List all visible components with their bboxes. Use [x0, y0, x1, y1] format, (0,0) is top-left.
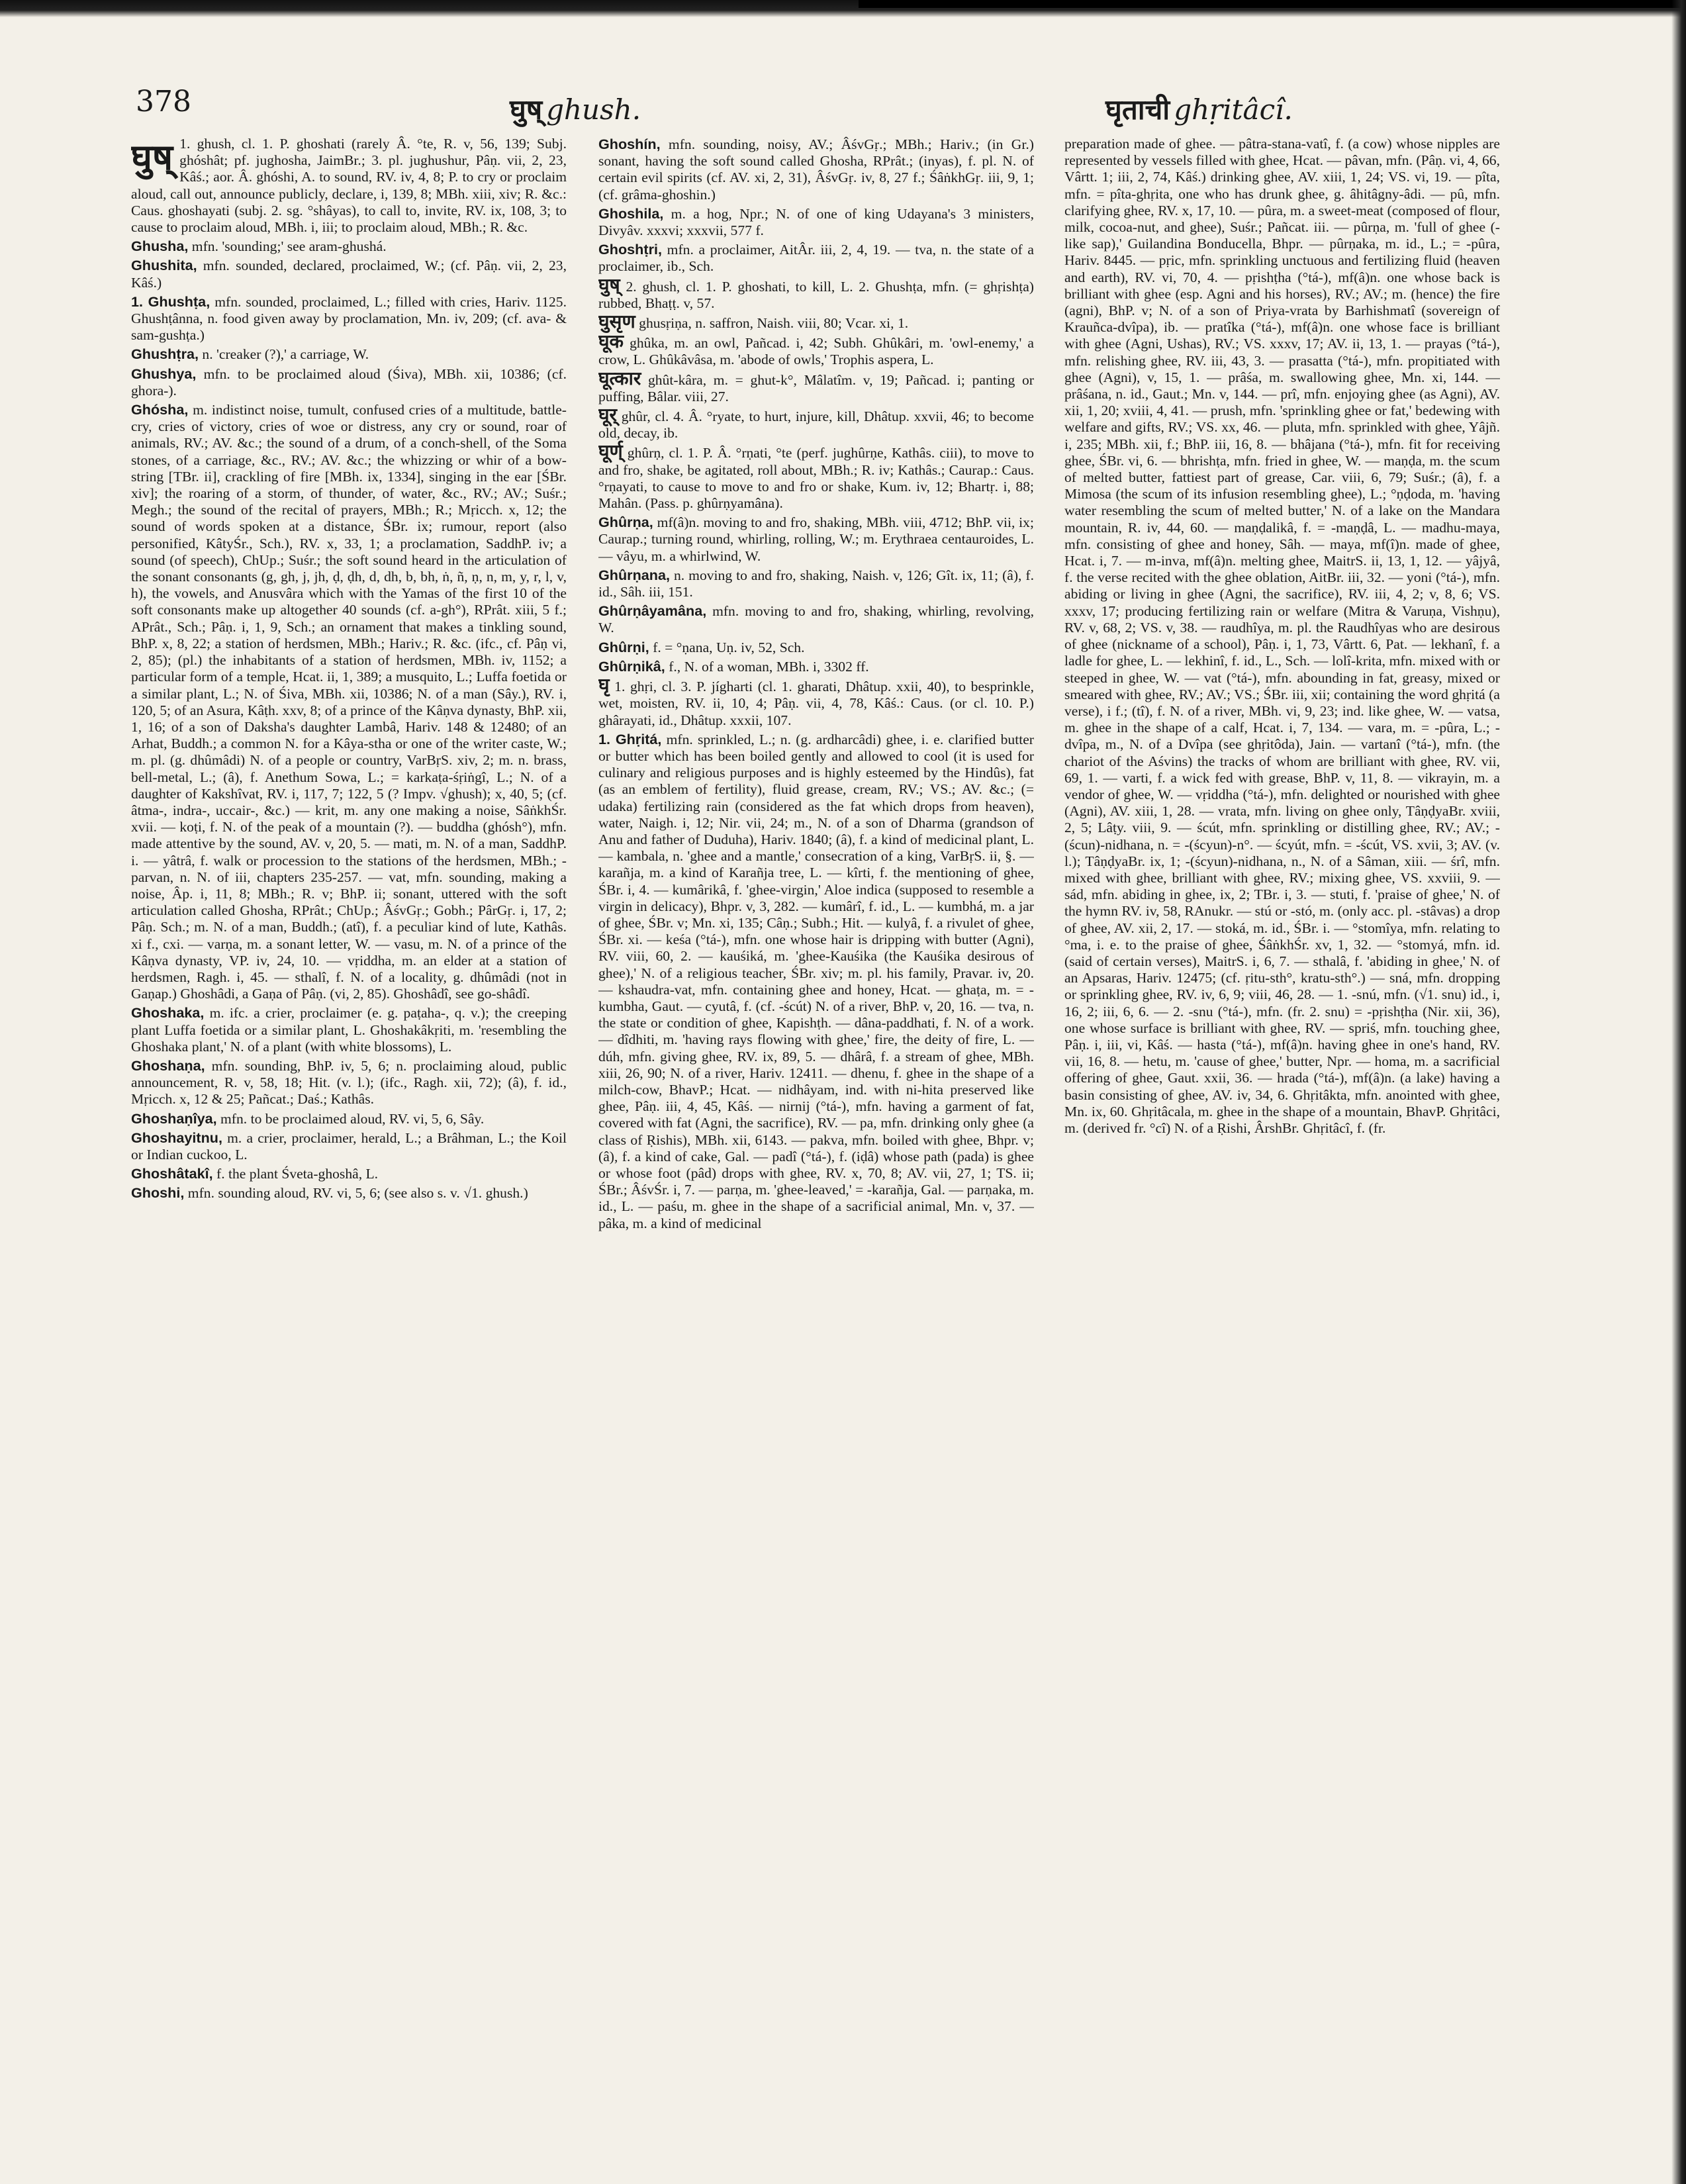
entry-headword: Ghûrṇi, [598, 638, 649, 655]
entry-definition: 1. ghṛi, cl. 3. P. jígharti (cl. 1. gharati, Dhâtup. xxii, 40), to besprinkle, wet, moisten, RV. ii, 10, 4; Pâṇ. vii, 4, 78, Kâś.: Caus. (or cl. 10. P.) ghârayati, id., Dhâtup. xxxii, 107. [598, 679, 1034, 728]
dictionary-column-2 [598, 136, 1034, 2161]
dictionary-entry [131, 365, 567, 399]
entry-headword: Ghusha, [131, 238, 189, 255]
entry-headword: Ghoshaṇa, [131, 1057, 205, 1074]
entry-devanagari-root: घूर्ण् [598, 442, 623, 463]
entry-definition: ghusṛiṇa, n. saffron, Naish. viii, 80; Vcar. xi, 1. [639, 315, 909, 332]
entry-definition: m. ifc. a crier, proclaimer (e. g. paṭaha-, q. v.); the creeping plant Luffa foetida or a similar plant, L. Ghoshakâkṛiti, m. 'resembling the Ghoshaka plant,' N. of a plant (with white blossoms), L. [131, 1005, 567, 1055]
entry-headword: Ghushita, [131, 257, 197, 274]
dictionary-entry [598, 136, 1034, 203]
entry-headword: Ghûrṇikâ, [598, 657, 665, 675]
entry-headword: Ghósha, [131, 401, 189, 418]
dictionary-entry [598, 277, 1034, 312]
dictionary-entry [598, 514, 1034, 565]
entry-definition: m. a crier, proclaimer, herald, L.; a Brâhman, L.; the Koil or Indian cuckoo, L. [131, 1129, 567, 1163]
dictionary-entry [598, 639, 1034, 656]
entry-definition: mfn. sounded, proclaimed, L.; filled with cries, Hariv. 1125. Ghushṭânna, n. food given away by proclamation, Mn. iv, 209; (cf. ava- & sam-gushṭa.) [131, 293, 567, 344]
entry-headword: Ghûrṇâyamâna, [598, 602, 707, 620]
entry-definition: preparation made of ghee. — pâtra-stana-vatî, f. (a cow) whose nipples are represented by vessels filled with ghee, Hcat. — pâvan, mfn. (Pâṇ. vi, 4, 66, Vârtt. 1; iii, 2, 74, Kâś.) drinking ghee, AV. xiii, 1, 24; VS. vi, 19. — pîta, mfn. = pîta-ghṛita, one who has drunk ghee, g. âhitâgny-âdi. — pû, mfn. clarifying ghee, RV. x, 17, 10. — pûra, m. a sweet-meat (composed of flour, milk, cocoa-nut, and ghee), Suśr.; Pañcat. iii. — pûrṇa, m. 'full of ghee (-like sap),' Guilandina Bonducella, Bhpr. — pûrṇaka, m. id., L.; = -pûra, Hariv. 8445. — pṛic, mfn. sprinkling unctuous and fertilizing fluid (heaven and earth), RV. vi, 70, 4. — pṛishṭha (°tá-), mf(â)n. one whose back is brilliant with ghee (esp. Agni and his horses), RV.; AV.; m. (hence) the fire (agni), BhP. v; N. of a son of Priya-vrata by Barhishmatî (sovereign of Krauñca-dvîpa), ib. — pratîka (°tá-), mf(â)n. one whose face is brilliant with ghee (Agni, Ushas), RV.; VS. xxxv, 17; AV. ii, 13, 1. — prayas (°tá-), mfn. relishing ghee, RV. iii, 43, 3. — prasatta (°tá-), mfn. propitiated with ghee (Agni), v, 15, 1. — prâśa, m. swallowing ghee, Mn. xi, 144. — prâśana, n. id., Gaut.; Mn. v, 144. — prî, mfn. enjoying ghee (as Agni), AV. xii, 1, 20; xviii, 4, 41. — prush, mfn. 'sprinkling ghee or fat,' bedewing with welfare and gifts, RV.; VS. xx, 46. — pluta, mfn. sprinkled with ghee, Yâjñ. i, 235; MBh. xii, f.; BhP. iii, 16, 8. — bhâjana (°tá-), mfn. fit for receiving ghee, ŚBr. vi, 6. — bhrishṭa, mfn. fried in ghee, W. — maṇḍa, m. the scum of melted butter, fattiest part of grease, Car. viii, 6, 79; Suśr.; (â), f. a Mimosa (the scum of its infusion resembling ghee), L.; °ṇḍoda, m. 'having water resembling the scum of melted butter,' N. of a lake on the Mandara mountain, R. iv, 44, 60. — maṇḍalikâ, f. = -maṇḍâ, L. — madhu-maya, mfn. consisting of ghee and honey, Sâh. — maya, mf(î)n. made of ghee, Hcat. i, 7. — m-inva, mf(â)n. melting ghee, MaitrS. ii, 13, 1, 12. — yâjyâ, f. the verse recited with the ghee oblation, AitBr. iii, 32. — yoni (°tá-), mfn. abiding or living in ghee (Agni, the sacrifice), RV. iii, 4, 2; v, 8, 6; VS. xxxv, 17; producing fertilizing rain or welfare (Mitra & Varuṇa, Vishṇu), RV. v, 68, 2; VS. v, 38. — raudhîya, m. pl. the Raudhîyas who are desirous of ghee (nickname of a school), Pâṇ. i, 1, 73, Vârtt. 6, Pat. — lekhanî, f. a ladle for ghee, L. — lekhinî, f. id., L., Sch. — lolî-krita, mfn. mixed with or steeped in ghee, W. — vat (°tá-), mfn. abounding in fat, greasy, mixed or smeared with ghee, RV.; AV.; VS.; ŚBr. iii, xii; containing the word ghṛitá (a verse), i f.; (tî), f. N. of a river, MBh. vi, 9, 23; ind. like ghee, W. — vatsa, m. ghee in the shape of a calf, Hcat. i, 7, 134. — vara, m. = -pûra, L.; -dvîpa, m., N. of a Dvîpa (see ghṛitôda), Jain. — vartanî (°tá-), mfn. (the chariot of the Aśvins) the tracks of whom are brilliant with ghee, RV. vii, 69, 1. — varti, f. a wick fed with grease, BhP. v, 11, 8. — vikrayin, m. a vendor of ghee, W. — vṛiddha (°tá-), mfn. delighted or nourished with ghee (Agni), AV. xiii, 1, 28. — vrata, mfn. living on ghee only, TâṇḍyaBr. xviii, 2, 5; Lâṭy. viii, 9. — ścút, mfn. sprinkling or distilling ghee, RV.; AV.; -(ścun)-nidhana, n. = -(ścyun)-n°. — ścyút, mfn. = -ścút, VS. xvii, 3; AV. (v. l.); TâṇḍyaBr. ix, 1; -(ścyun)-nidhana, n., N. of a Sâman, xiii. — śrî, mfn. mixed with ghee, brilliant with ghee, RV.; mixing ghee, VS. xxviii, 9. — sád, mfn. abiding in ghee, ix, 2; TBr. i, 3. — stuti, f. 'praise of ghee,' N. of the hymn RV. iv, 58, RAnukr. — stú or -stó, m. (only acc. pl. -stâvas) a drop of ghee, AV. xii, 2, 17. — stoká, m. id., ŚBr. i. — °stomîya, mfn. relating to °ma, i. e. to the praise of ghee, ŚâṅkhŚr. xv, 1, 32. — °stomyá, mfn. id. (said of certain verses), MaitrS. i, 6, 7. — sthalâ, f. 'abiding in ghee,' N. of an Apsaras, Hariv. 12475; (cf. ṛitu-sth°, kratu-sth°.) — sná, mfn. dropping or sprinkling ghee, RV. iv, 6, 9; viii, 46, 28. — 1. -snú, mfn. (√1. snu) id., i, 16, 2; iii, 6, 6. — 2. -snu (°tá-), mfn. (fr. 2. snu) = -pṛishṭha (Nir. xii, 36), one whose surface is brilliant with ghee, RV. — spriś, mfn. touching ghee, Pâṇ. i, iii, vi, Kâś. — hasta (°tá-), mf(â)n. having ghee in one's hand, RV. vii, 16, 8. — hetu, m. 'cause of ghee,' butter, Npr. — homa, m. a sacrificial offering of ghee, Gaut. xxii, 36. — hrada (°tá-), mf(â)n. (a lake) having a basin consisting of ghee, AV. iv, 34, 6. Ghṛitâkta, mfn. anointed with ghee, Mn. ix, 60. Ghṛitâcala, m. ghee in the shape of a mountain, BhavP. Ghṛitâci, m. (derived fr. °cî) N. of a Ṛishi, ÂrshBr. Ghṛitâcî, f. (fr. [1064, 136, 1500, 1136]
entry-definition: ghûka, m. an owl, Pañcad. i, 42; Subh. Ghûkâri, m. 'owl-enemy,' a crow, L. Ghûkâvâsa, m. 'abode of owls,' Trophis aspera, L. [598, 335, 1034, 368]
dictionary-entry [598, 444, 1034, 512]
dictionary-entry [598, 334, 1034, 368]
entry-definition: f., N. of a woman, MBh. i, 3302 ff. [669, 658, 869, 675]
dictionary-entry [131, 1129, 567, 1163]
entry-definition: mfn. a proclaimer, AitÂr. iii, 2, 4, 19. — tva, n. the state of a proclaimer, ib., Sch. [598, 242, 1034, 275]
dictionary-entry [131, 346, 567, 363]
dictionary-entry [598, 567, 1034, 600]
entry-headword: Ghoshâtakî, [131, 1165, 213, 1182]
entry-headword: Ghoshaka, [131, 1004, 205, 1021]
running-head-right [1105, 90, 1293, 128]
dictionary-entry [131, 293, 567, 344]
entry-headword: Ghoshaṇîya, [131, 1110, 217, 1127]
dictionary-column-1 [131, 136, 567, 2161]
entry-definition: mfn. sounded, declared, proclaimed, W.; (cf. Pâṇ. vii, 2, 23, Kâś.) [131, 258, 567, 291]
dictionary-entry [131, 1057, 567, 1108]
entry-definition: f. = °ṇana, Uṇ. iv, 52, Sch. [653, 639, 805, 655]
running-head-right-devanagari: घृताची [1105, 93, 1170, 126]
entry-devanagari-root: घूर् [598, 405, 618, 426]
entry-headword: Ghûrṇa, [598, 514, 653, 531]
entry-definition: m. a hog, Npr.; N. of one of king Udayana's 3 ministers, Divyâv. xxxvi; xxxvii, 577 f. [598, 205, 1034, 239]
entry-headword: Ghoshín, [598, 136, 661, 152]
entry-definition: mfn. sprinkled, L.; n. (g. ardharcâdi) ghee, i. e. clarified butter or butter which has been boiled gently and allowed to cool (it is used for culinary and religious purposes and is highly esteemed by the Hindûs), fat (as an emblem of fertility), fluid grease, cream, RV.; VS.; AV. &c.; (= udaka) fertilizing rain (considered as the fat which drops from heaven), water, Naigh. i, 12; Nir. vii, 24; m., N. of a son of Dharma (grandson of Anu and father of Duduha), Hariv. 1840; (â), f. a kind of medicinal plant, L. — kambala, n. 'ghee and a mantle,' consecration of a king, VarBṛS. ii, §. — karañja, m. a kind of Karañja tree, L. — kîrti, f. the mentioning of ghee, ŚBr. i, 4. — kumârikâ, f. 'ghee-virgin,' Aloe indica (supposed to resemble a virgin in delicacy), Bhpr. v, 3, 282. — kumârî, f. id., L. — kumbhá, m. a jar of ghee, ŚBr. v; Mn. xi, 135; Câṇ.; Subh.; Hit. — kulyâ, f. a rivulet of ghee, ŚBr. xi. — keśa (°tá-), mfn. one whose hair is dripping with butter (Agni), RV. viii, 60, 2. — kauśiká, m. 'ghee-Kauśika (the Kauśika desirous of ghee),' N. of a religious teacher, ŚBr. xiv; m. pl. his family, Pravar. iv, 20. — kshaudra-vat, mfn. containing ghee and honey, Hcat. — ghaṭa, m. = -kumbha, Gaut. — cyutâ, f. (cf. -ścút) N. of a river, BhP. v, 20, 16. — tva, n. the state or condition of ghee, Kapishṭh. — dâna-paddhati, f. N. of a work. — dîdhiti, m. 'having rays flowing with ghee,' fire, the deity of fire, L. — dúh, mfn. giving ghee, RV. ix, 89, 5. — dhârâ, f. a stream of ghee, MBh. xiii, 26, 90; N. of a river, Hariv. 12411. — dhenu, f. ghee in the shape of a milch-cow, BhavP.; Hcat. — nidhâyam, ind. with ni-hita preserved like ghee, Pâṇ. iii, 4, 45, Kâś. — nirnij (°tá-), mfn. having a garment of fat, covered with fat (Agni, the sacrifice), RV. — pa, mfn. drinking only ghee (a class of Ṛishis), MBh. xii, 6143. — pakva, mfn. boiled with ghee, Bhpr. v; (â), f. a kind of cake, Gal. — padî (°tá-), f. (iḍâ) whose path (pada) is ghee or whose foot (pâd) drops with ghee, RV. x, 70, 8; AV. vii, 27, 1; TS. ii; ŚBr.; ÂśvŚr. i, 7. — parṇa, m. 'ghee-leaved,' = -karañja, Gal. — parṇaka, m. id., L. — paśu, m. ghee in the shape of a sacrificial animal, Mn. v, 37. — pâka, m. a kind of medicinal [598, 731, 1034, 1231]
running-head-left-roman: ghush. [546, 93, 641, 126]
entry-headword: 1. Ghushṭa, [131, 293, 211, 310]
dictionary-entry [131, 136, 567, 236]
entry-devanagari-root: घुष् [131, 138, 173, 177]
dictionary-entry [131, 257, 567, 291]
page-header [0, 85, 1686, 131]
entry-definition: mfn. 'sounding;' see aram-ghushá. [191, 238, 387, 255]
dictionary-entry [131, 401, 567, 1002]
entry-definition: mfn. sounding aloud, RV. vi, 5, 6; (see also s. v. √1. ghush.) [187, 1185, 528, 1202]
entry-definition: n. 'creaker (?),' a carriage, W. [202, 346, 369, 363]
dictionary-entry [131, 238, 567, 255]
dictionary-entry [598, 731, 1034, 1232]
entry-definition: m. indistinct noise, tumult, confused cries of a multitude, battle-cry, cries of victory, cries of woe or distress, any cry or sound, roar of animals, RV.; AV. &c.; the sound of a drum, of a conch-shell, of the Soma stones, of a carriage, &c., RV.; AV. &c.; the whizzing or whir of a bow-string [TBr. ii], crackling of fire [MBh. ix, 1334], singing in the ear [ŚBr. xiv]; the roaring of a storm, of thunder, of water, &c., RV.; AV.; Suśr.; Megh.; the sound of the recital of prayers, MBh.; R.; Mṛicch. x, 12; the sound of words spoken at a distance, ŚBr. ix; rumour, report (also personified, KâtyŚr., Sch.), RV. x, 33, 1; a proclamation, SaddhP. iv; a sound (of speech), ChUp.; Suśr.; the soft sound heard in the articulation of the sonant consonants (g, gh, j, jh, ḍ, ḍh, d, dh, b, bh, ṅ, ñ, ṇ, n, m, y, r, l, v, h), the vowels, and Anusvâra which with the Yamas of the first 10 of the soft consonants make up altogether 40 sounds (cf. a-gh°), RPrât. xiii, 5 f.; APrât., Sch.; Pâṇ. i, 1, 9, Sch.; an ornament that makes a tinkling sound, BhP. x, 8, 22; a station of herdsmen, MBh.; Hariv.; R. &c. (ifc., cf. Pâṇ vi, 2, 85); (pl.) the inhabitants of a station of herdsmen, MBh. iv, 1152; a particular form of a temple, Hcat. ii, 1, 389; a musquito, L.; Luffa foetida or a similar plant, L.; N. of Śiva, MBh. xii, 10386; N. of a man (Sây.), RV. i, 120, 5; of an Asura, Kâṭh. xxv, 8; of a prince of the Kâṇva dynasty, BhP. xii, 1, 16; of a son of Daksha's daughter Lambâ, Hariv. 148 & 12480; of an Arhat, Buddh.; a common N. for a Kâya-stha or one of the writer caste, W.; m. pl. (g. dhûmâdi) N. of a people or country, VarBṛS. xiv, 2; m. n. brass, bell-metal, L.; (â), f. Anethum Sowa, L.; = karkaṭa-śṛiṅgî, L.; N. of a daughter of Kakshîvat, RV. i, 117, 7; 122, 5 (? Impv. √ghush); x, 40, 5; (cf. âtma-, indra-, uccair-, &c.) — krit, m. any one making a noise, SâṅkhŚr. xvii. — koṭi, f. N. of the peak of a mountain (?). — buddha (ghósh°), mfn. made attentive by the sound, AV. v, 20, 5. — mati, m. N. of a man, SaddhP. i. — yâtrâ, f. walk or procession to the stations of the herdsmen, MBh.; -parvan, n. N. of iii, chapters 235-257. — vat, mfn. sounding, making a noise, Âp. i, 11, 8; MBh.; R. v; BhP. ii; sonant, uttered with the soft articulation called Ghosha, RPrât.; ChUp.; ÂśvGṛ.; Gobh.; PârGṛ. i, 17, 2; Pâṇ. Sch.; m. N. of a man, Buddh.; (atî), f. a peculiar kind of lute, Kathâs. xi f., cxi. — varṇa, m. a sonant letter, W. — vasu, m. N. of a prince of the Kâṇva dynasty, VP. iv, 24, 10. — vṛiddha, m. an elder at a station of herdsmen, Ragh. i, 45. — sthalî, f. N. of a locality, g. dhûmâdi (not in Gaṇap.) Ghoshâdi, a Gaṇa of Pâṇ. (vi, 2, 85). Ghoshâdî, see go-shâdî. [131, 402, 567, 1002]
dictionary-entry [598, 407, 1034, 442]
running-head-left-devanagari: घुष् [510, 93, 543, 126]
entry-devanagari-root: घूत्कार [598, 368, 641, 389]
dictionary-entry [131, 1110, 567, 1127]
dictionary-entry [131, 1165, 567, 1182]
scan-edge-top-right [859, 0, 1686, 8]
entry-devanagari-root: घुष् [598, 275, 620, 296]
dictionary-entry [598, 602, 1034, 636]
entry-definition: 1. ghush, cl. 1. P. ghoshati (rarely Â. °te, R. v, 56, 139; Subj. ghóshât; pf. jughosha, JaimBr.; 3. pl. jughushur, Pâṇ. vii, 2, 23, Kâś.; aor. Â. ghóshi, A. to sound, RV. iv, 4, 8; P. to cry or proclaim aloud, call out, announce publicly, declare, i, 139, 8; MBh. xiii, xiv; R. &c.: Caus. ghoshayati (subj. 2. sg. °shâyas), to call to, invite, RV. ix, 108, 3; to cause to proclaim aloud, MBh. i, iii; to proclaim aloud, MBh.; R. &c. [131, 136, 567, 236]
dictionary-entry [598, 658, 1034, 675]
entry-headword: Ghoshayitnu, [131, 1129, 222, 1146]
entry-definition: mfn. moving to and fro, shaking, whirling, revolving, W. [598, 603, 1034, 636]
entry-definition: ghûrṇ, cl. 1. P. Â. °rṇati, °te (perf. jughûrṇe, Kathâs. ciii), to move to and fro, shake, be agitated, roll about, MBh.; R. iv; Kathâs.; Caurap.: Caus. °rṇayati, to cause to move to and fro or shake, Kum. iv, 12; Bhartṛ. i, 88; Mahân. (Pass. p. ghûrṇyamâna). [598, 445, 1034, 512]
scan-edge-right [1671, 0, 1686, 2184]
entry-definition: 2. ghush, cl. 1. P. ghoshati, to kill, L. 2. Ghushṭa, mfn. (= ghṛishṭa) rubbed, Bhaṭṭ. v, 57. [598, 278, 1034, 311]
dictionary-entry [598, 368, 1034, 405]
entry-definition: mfn. to be proclaimed aloud (Śiva), MBh. xii, 10386; (cf. ghora-). [131, 365, 567, 399]
entry-definition: mfn. sounding, BhP. iv, 5, 6; n. proclaiming aloud, public announcement, R. v, 58, 18; Hit. (v. l.); (ifc., Ragh. xii, 72); (â), f. id., Mṛicch. x, 12 & 25; Pañcat.; Daś.; Kathâs. [131, 1057, 567, 1108]
page-number: 378 [136, 85, 191, 119]
dictionary-entry [598, 241, 1034, 275]
running-head-left [510, 90, 641, 128]
dictionary-entry [598, 205, 1034, 239]
entry-definition: f. the plant Śveta-ghoshâ, L. [216, 1166, 379, 1182]
entry-definition: mfn. sounding, noisy, AV.; ÂśvGṛ.; MBh.; Hariv.; (in Gr.) sonant, having the soft sound called Ghosha, RPrât.; (inyas), f. pl. N. of certain evil spirits (cf. AV. xi, 2, 31), ÂśvGṛ. iv, 8, 27 f.; ŚâṅkhGṛ. iii, 9, 1; (cf. grâma-ghoshin.) [598, 136, 1034, 203]
entry-definition: mfn. to be proclaimed aloud, RV. vi, 5, 6, Sây. [220, 1110, 485, 1127]
entry-headword: Ghushṭra, [131, 346, 199, 363]
entry-headword: Ghushya, [131, 365, 197, 382]
entry-headword: Ghoshila, [598, 205, 664, 222]
entry-devanagari-root: घृ [598, 675, 610, 696]
entry-headword: Ghûrṇana, [598, 566, 670, 583]
entry-devanagari-root: घूक [598, 332, 624, 353]
dictionary-entry [131, 1184, 567, 1202]
dictionary-entry [598, 677, 1034, 729]
entry-definition: ghûr, cl. 4. Â. °ryate, to hurt, injure, kill, Dhâtup. xxvii, 46; to become old, decay, ib. [598, 408, 1034, 442]
dictionary-column-3 [1064, 136, 1500, 2161]
entry-headword: 1. Ghṛitá, [598, 730, 662, 747]
dictionary-entry [1064, 136, 1500, 1137]
entry-definition: n. moving to and fro, shaking, Naish. v, 126; Gît. ix, 11; (â), f. id., Sâh. iii, 151. [598, 567, 1034, 600]
entry-headword: Ghoshṭri, [598, 241, 662, 258]
entry-definition: ghût-kâra, m. = ghut-k°, Mâlatîm. v, 19; Pañcad. i; panting or puffing, Bâlar. viii, 27. [598, 371, 1034, 404]
entry-headword: Ghoshi, [131, 1184, 185, 1202]
dictionary-entry [131, 1004, 567, 1055]
entry-definition: mf(â)n. moving to and fro, shaking, MBh. viii, 4712; BhP. vii, ix; Caurap.; turning round, whirling, rolling, W.; m. Erythraea centauroides, L. — vâyu, m. a whirlwind, W. [598, 514, 1034, 564]
running-head-right-roman: ghṛitâcî. [1174, 93, 1293, 126]
dictionary-entry [598, 314, 1034, 332]
entry-devanagari-root: घुसृण [598, 312, 635, 333]
